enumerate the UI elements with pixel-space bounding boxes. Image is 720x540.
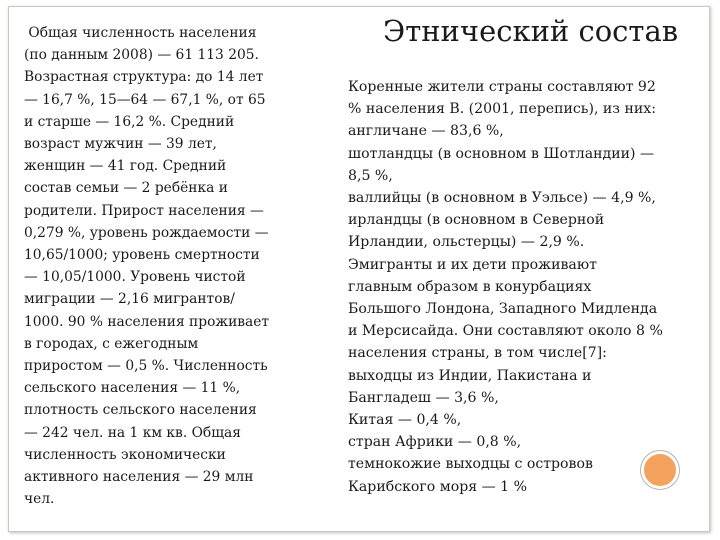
text-line: 0,279 %, уровень рождаемости — — [24, 224, 269, 241]
slide-title: Этнический состав — [383, 14, 679, 48]
text-line: выходцы из Индии, Пакистана и — [348, 367, 592, 384]
text-line: англичане — 83,6 %, — [348, 123, 504, 140]
text-line: Большого Лондона, Западного Мидленда — [348, 301, 658, 318]
text-line: родители. Прирост населения — — [24, 202, 264, 219]
text-line: 8,5 %, — [348, 167, 393, 184]
text-line: Бангладеш — 3,6 %, — [348, 389, 499, 406]
text-line: женщин — 41 год. Средний — [24, 158, 227, 175]
text-line: Ирландии, ольстерцы) — 2,9 %. — [348, 234, 585, 251]
text-line: приростом — 0,5 %. Численность — [24, 358, 268, 375]
text-line: главным образом в конурбациях — [348, 278, 592, 295]
text-line: — 10,05/1000. Уровень чистой — [24, 269, 246, 286]
text-line: (по данным 2008) — 61 113 205. — [24, 47, 259, 64]
text-line: сельского населения — 11 %, — [24, 380, 241, 397]
text-line: шотландцы (в основном в Шотландии) — — [348, 145, 655, 162]
text-line: % населения В. (2001, перепись), из них: — [348, 101, 656, 118]
text-line: стран Африки — 0,8 %, — [348, 434, 522, 451]
text-line: численность экономически — [24, 446, 226, 463]
text-line: Китая — 0,4 %, — [348, 412, 462, 429]
text-line: — 242 чел. на 1 км кв. Общая — [24, 424, 241, 441]
text-line: и Мерсисайда. Они составляют около 8 % — [348, 323, 663, 340]
decorative-orange-circle — [644, 454, 676, 486]
text-line: ирландцы (в основном в Северной — [348, 212, 605, 229]
text-line: — 16,7 %, 15—64 — 67,1 %, от 65 — [24, 91, 266, 108]
text-line: темнокожие выходцы с островов — [348, 456, 593, 473]
ethnic-composition-text — [348, 76, 720, 498]
population-stats-text — [24, 22, 324, 510]
text-line: 1000. 90 % населения проживает — [24, 313, 270, 330]
text-line: Коренные жители страны составляют 92 — [348, 79, 656, 95]
text-line: валлийцы (в основном в Уэльсе) — 4,9 %, — [348, 190, 656, 207]
text-line: населения страны, в том числе[7]: — [348, 345, 607, 362]
text-line: и старше — 16,2 %. Средний — [24, 113, 235, 130]
text-line: Карибского моря — 1 % — [348, 478, 528, 495]
text-line: Эмигранты и их дети проживают — [348, 256, 597, 273]
text-line: состав семьи — 2 ребёнка и — [24, 180, 228, 197]
text-line: Возрастная структура: до 14 лет — [24, 69, 264, 86]
text-line: миграции — 2,16 мигрантов/ — [24, 291, 235, 308]
text-line: чел. — [24, 491, 55, 508]
text-line: возраст мужчин — 39 лет, — [24, 136, 217, 153]
text-line: Общая численность населения — [24, 25, 257, 41]
text-line: плотность сельского населения — [24, 402, 257, 419]
text-line: 10,65/1000; уровень смертности — [24, 247, 260, 264]
text-line: в городах, с ежегодным — [24, 335, 199, 352]
text-line: активного населения — 29 млн — [24, 469, 254, 486]
